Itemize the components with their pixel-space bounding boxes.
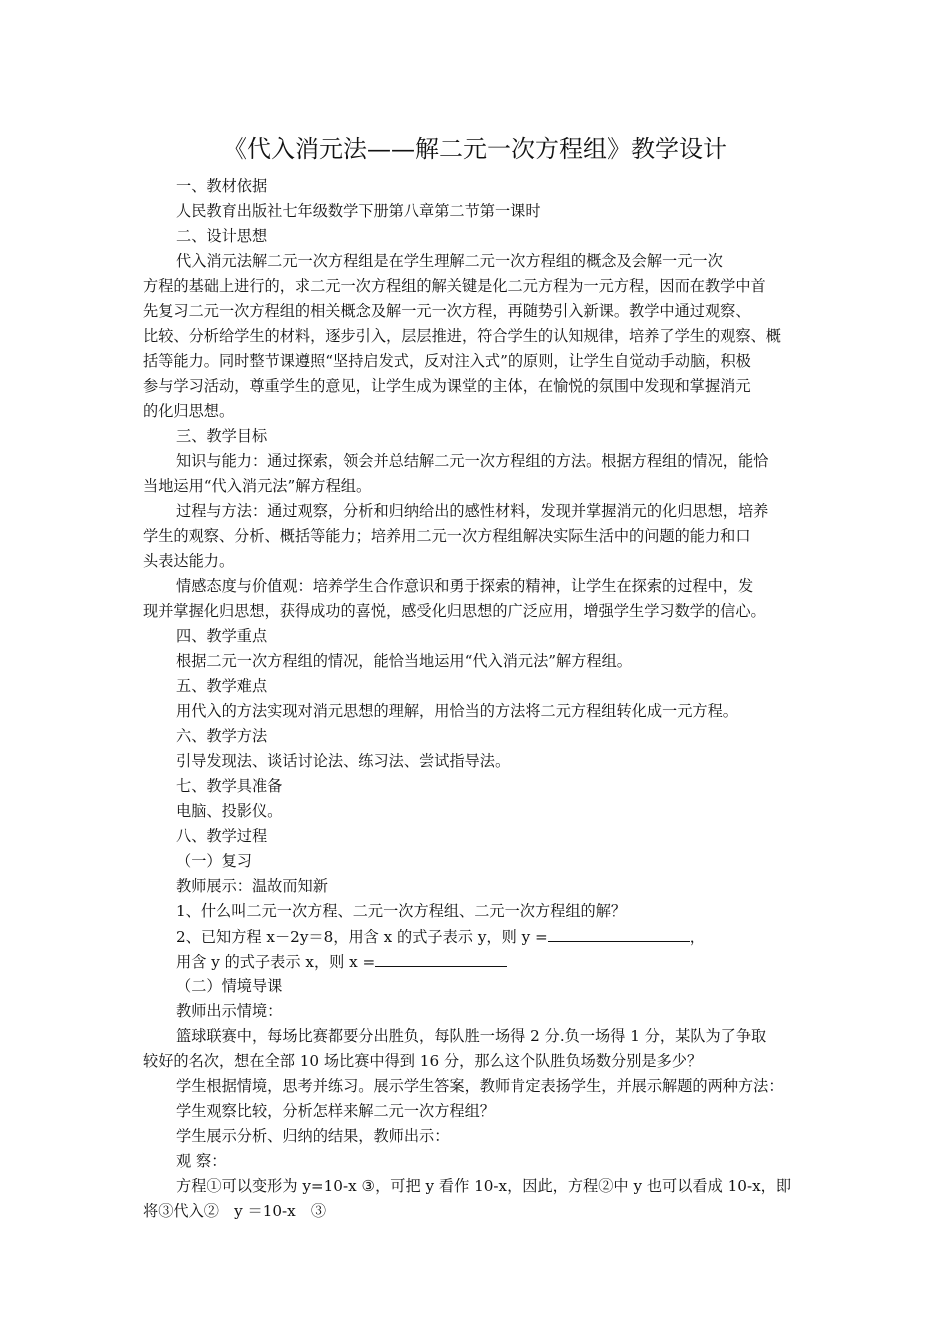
- paragraph-method-line-2: 学生的观察、分析、概括等能力；培养用二元一次方程组解决实际生活中的问题的能力和口: [143, 527, 751, 545]
- paragraph-situation-line-2: 较好的名次，想在全部 10 场比赛中得到 16 分，那么这个队胜负场数分别是多少？: [143, 1052, 703, 1070]
- paragraph-review-intro: 教师展示：温故而知新: [176, 877, 328, 895]
- paragraph-method-line-1: 过程与方法：通过观察，分析和归纳给出的感性材料，发现并掌握消元的化归思想，培养: [176, 502, 769, 520]
- answer-blank-y: [548, 924, 690, 942]
- answer-blank-x: [375, 949, 507, 967]
- section-heading-difficulties: 五、教学难点: [176, 677, 268, 695]
- paragraph-design-line-4: 比较、分析给学生的材料，逐步引入，层层推进，符合学生的认知规律，培养了学生的观察、概: [143, 327, 781, 345]
- paragraph-knowledge-line-2: 当地运用“代入消元法”解方程组。: [143, 477, 372, 495]
- paragraph-design-line-5: 括等能力。同时整节课遵照“坚持启发式，反对注入式”的原则，让学生自觉动手动脑，积极: [143, 352, 751, 370]
- paragraph-design-line-6: 参与学习活动，尊重学生的意见，让学生成为课堂的主体，在愉悦的氛围中发现和掌握消元: [143, 377, 751, 395]
- review-question-2b: [176, 949, 823, 974]
- review-question-2-end: ，: [689, 928, 705, 946]
- section-heading-key-points: 四、教学重点: [176, 627, 268, 645]
- section-heading-objectives: 三、教学目标: [176, 427, 268, 445]
- section-heading-design-idea: 二、设计思想: [176, 227, 268, 245]
- paragraph-methods: 引导发现法、谈话讨论法、练习法、尝试指导法。: [176, 752, 511, 770]
- paragraph-basis: 人民教育出版社七年级数学下册第八章第二节第一课时: [176, 202, 541, 220]
- paragraph-design-line-2: 方程的基础上进行的，求二元一次方程组的解关键是化二元方程为一元方程，因而在教学中首: [143, 277, 766, 295]
- paragraph-design-line-1: 代入消元法解二元一次方程组是在学生理解二元一次方程组的概念及会解一元一次: [176, 252, 723, 270]
- review-question-2: [176, 924, 823, 949]
- paragraph-equation-line-2: 将③代入② y ＝10-x ③: [143, 1202, 327, 1220]
- review-question-1: 1、什么叫二元一次方程、二元一次方程组、二元一次方程组的解？: [176, 902, 627, 920]
- paragraph-design-line-3: 先复习二元一次方程组的相关概念及解一元一次方程，再随势引入新课。教学中通过观察、: [143, 302, 751, 320]
- section-heading-materials: 七、教学具准备: [176, 777, 283, 795]
- paragraph-difficulties: 用代入的方法实现对消元思想的理解，用恰当的方法将二元方程组转化成一元方程。: [176, 702, 738, 720]
- paragraph-teacher-shows: 教师出示情境：: [176, 1002, 283, 1020]
- paragraph-student-compare: 学生观察比较，分析怎样来解二元一次方程组？: [176, 1102, 495, 1120]
- paragraph-emotion-line-2: 现并掌握化归思想，获得成功的喜悦，感受化归思想的广泛应用，增强学生学习数学的信心。: [143, 602, 766, 620]
- paragraph-knowledge-line-1: 知识与能力：通过探索，领会并总结解二元一次方程组的方法。根据方程组的情况，能恰: [176, 452, 769, 470]
- paragraph-method-line-3: 头表达能力。: [143, 552, 235, 570]
- paragraph-equation-line-1: 方程①可以变形为 y=10-x ③，可把 y 看作 10-x，因此，方程②中 y 也可以看成 10-x，即: [176, 1177, 792, 1195]
- paragraph-emotion-line-1: 情感态度与价值观：培养学生合作意识和勇于探索的精神，让学生在探索的过程中，发: [176, 577, 754, 595]
- subheading-review: （一）复习: [176, 852, 252, 870]
- review-question-2-text: 2、已知方程 x－2y＝8，用含 x 的式子表示 y，则 y =: [176, 928, 548, 946]
- review-question-2b-text: 用含 y 的式子表示 x，则 x =: [176, 953, 376, 971]
- section-heading-methods: 六、教学方法: [176, 727, 268, 745]
- subheading-situation: （二）情境导课: [176, 977, 283, 995]
- paragraph-design-line-7: 的化归思想。: [143, 402, 235, 420]
- paragraph-observe: 观 察：: [176, 1152, 227, 1170]
- paragraph-key-points: 根据二元一次方程组的情况，能恰当地运用“代入消元法”解方程组。: [176, 652, 632, 670]
- section-heading-basis: 一、教材依据: [176, 177, 268, 195]
- paragraph-materials: 电脑、投影仪。: [176, 802, 283, 820]
- section-heading-process: 八、教学过程: [176, 827, 268, 845]
- paragraph-student-practice: 学生根据情境，思考并练习。展示学生答案，教师肯定表扬学生，并展示解题的两种方法：: [176, 1077, 784, 1095]
- paragraph-student-summary: 学生展示分析、归纳的结果，教师出示：: [176, 1127, 450, 1145]
- paragraph-situation-line-1: 篮球联赛中，每场比赛都要分出胜负，每队胜一场得 2 分.负一场得 1 分，某队为了争取: [176, 1027, 767, 1045]
- document-title: 《代入消元法——解二元一次方程组》教学设计: [223, 135, 727, 163]
